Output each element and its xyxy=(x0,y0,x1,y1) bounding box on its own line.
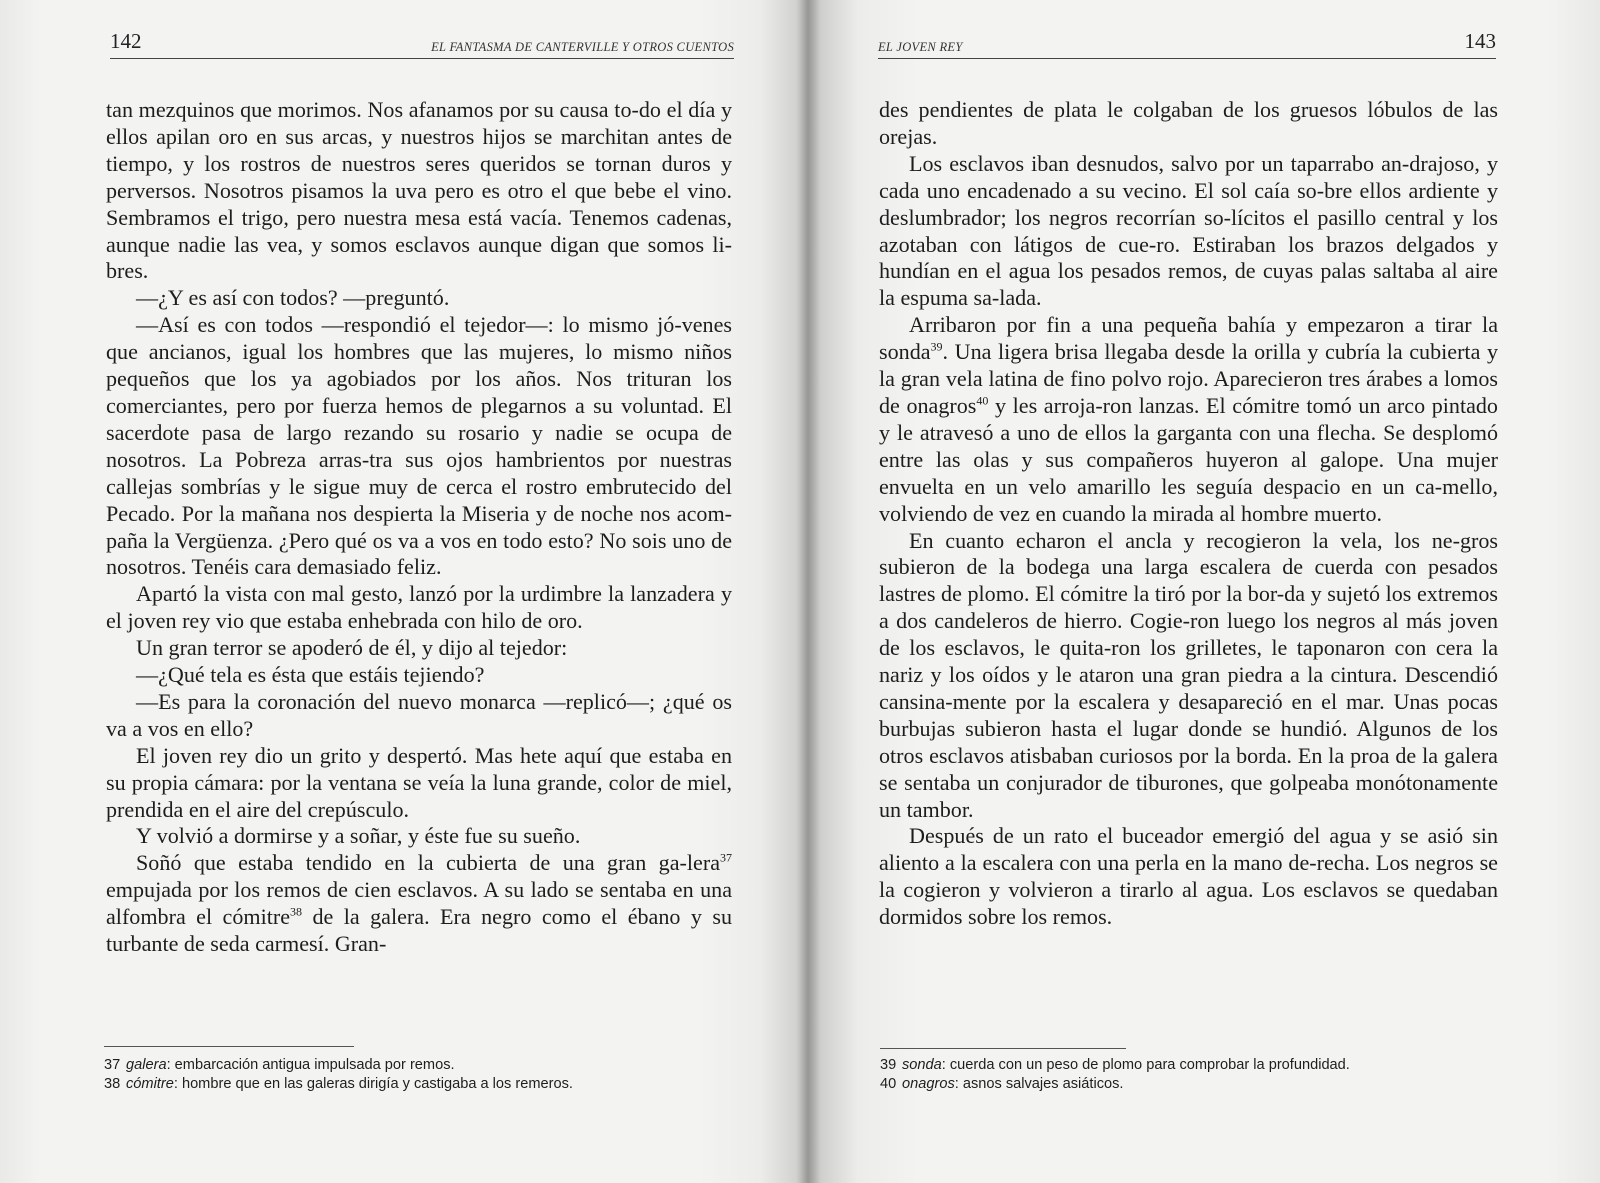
footnotes xyxy=(104,1056,744,1094)
footnote-divider xyxy=(880,1048,1126,1049)
footnote xyxy=(104,1075,744,1094)
paragraph: Un gran terror se apoderó de él, y dijo al tejedor: xyxy=(136,635,568,661)
footnote-text: : hombre que en las galeras dirigía y castigaba a los remeros. xyxy=(173,1076,573,1092)
paragraph: —¿Qué tela es ésta que estáis tejiendo? xyxy=(136,662,485,688)
paragraph: —Es para la coronación del nuevo monarca —replicó—; ¿qué os va a vos en ello? xyxy=(106,688,732,741)
right-page-body xyxy=(879,97,1498,931)
paragraph xyxy=(106,850,732,958)
footnote-number: 39 xyxy=(880,1057,897,1073)
footnotes xyxy=(880,1056,1520,1094)
footnote-text: : asnos salvajes asiáticos. xyxy=(954,1076,1124,1092)
left-page-header xyxy=(110,28,734,59)
right-page-header xyxy=(878,28,1496,59)
paragraph: —¿Y es así con todos? —preguntó. xyxy=(136,285,450,311)
paragraph-text: . Una ligera brisa llegaba desde la orilla y cubría la cubierta y la gran vela latina de fino polvo rojo. Aparecieron tres árabes a lomos de onagros xyxy=(879,339,1498,418)
footnote-divider xyxy=(104,1046,354,1047)
paragraph: Y volvió a dormirse y a soñar, y éste fue su sueño. xyxy=(136,823,581,849)
footnote-ref: 37 xyxy=(720,851,732,866)
paragraph: Después de un rato el buceador emergió del agua y se asió sin aliento a la escalera con una perla en la mano de-recha. Los negros se la cogieron y volvieron a tirarlo al agua. Los esclavos se quedaban dormidos sobre los remos. xyxy=(879,823,1498,930)
paragraph: El joven rey dio un grito y despertó. Mas hete aquí que estaba en su propia cámara: por la ventana se veía la luna grande, color de miel, prendida en el aire del crepúsculo. xyxy=(106,742,732,822)
paragraph: des pendientes de plata le colgaban de los gruesos lóbulos de las orejas. xyxy=(879,97,1498,149)
footnote-ref: 38 xyxy=(290,904,303,919)
footnote-ref: 39 xyxy=(930,339,943,354)
running-title: EL JOVEN REY xyxy=(878,40,963,54)
paragraph xyxy=(879,312,1498,527)
paragraph-text: Soñó que estaba tendido en la cubierta de una gran ga-lera xyxy=(136,850,720,876)
paragraph-text: y les arroja-ron lanzas. El cómitre tomó un arco pintado y le atravesó a uno de ellos la garganta con una flecha. Se desplomó entre las olas y sus compañeros huyeron al galope. Una mujer envuelta en un velo amarillo les seguía despacio en un ca-mello, volviendo de vez en cuando la mirada al hombre muerto. xyxy=(879,392,1498,526)
paragraph: Los esclavos iban desnudos, salvo por un taparrabo an-drajoso, y cada uno encadenado a su vecino. El sol caía so-bre ellos ardiente y deslumbrador; los negros recorrían so-lícitos el pasillo central y los azotaban con látigos de cue-ro. Estiraban los brazos delgados y hundían en el agua los pesados remos, de cuyas palas saltaba al aire la espuma sa-lada. xyxy=(879,150,1498,311)
footnote xyxy=(104,1056,744,1075)
paragraph: En cuanto echaron el ancla y recogieron la vela, los ne-gros subieron de la bodega una larga escalera de cuerda con pesados lastres de plomo. El cómitre la tiró por la bor-da y sujetó los extremos a dos candeleros de hierro. Cogie-ron luego los negros al más joven de los esclavos, le quita-ron los grilletes, le taponaron con cera la nariz y los oídos y le ataron una gran piedra a la cintura. Descendió cansina-mente por la escalera y desapareció en el mar. Unas pocas burbujas subieron hasta el lugar donde se hundió. Algunos de los otros esclavos atisbaban curiosos por la borda. En la proa de la galera se sentaba un conjurador de tiburones, que golpeaba monótonamente un tambor. xyxy=(879,527,1498,822)
footnote xyxy=(880,1056,1520,1075)
paragraph: Apartó la vista con mal gesto, lanzó por la urdimbre la lanzadera y el joven rey vio que estaba enhebrada con hilo de oro. xyxy=(106,581,732,634)
footnote-term: galera xyxy=(126,1057,167,1073)
footnote-term: sonda xyxy=(902,1057,942,1073)
paragraph-text: empujada por los remos de cien esclavos. A su lado se sentaba en una alfombra el cómitre xyxy=(106,877,732,930)
footnote-text: : embarcación antigua impulsada por remos. xyxy=(166,1057,455,1073)
book-gutter xyxy=(796,0,820,1183)
footnote-text: : cuerda con un peso de plomo para comprobar la profundidad. xyxy=(941,1057,1350,1073)
page-number: 142 xyxy=(110,29,142,53)
left-page-body xyxy=(106,97,732,958)
page-number: 143 xyxy=(1464,29,1496,53)
paragraph-text: de la galera. Era negro como el ébano y su turbante de seda carmesí. Gran- xyxy=(106,904,732,957)
paragraph-text: Arribaron por fin a una pequeña bahía y empezaron a tirar la sonda xyxy=(879,312,1498,365)
footnote-number: 38 xyxy=(104,1076,121,1092)
footnote-term: cómitre xyxy=(126,1076,174,1092)
paragraph: —Así es con todos —respondió el tejedor—: lo mismo jó-venes que ancianos, igual los hombres que las mujeres, lo mismo niños pequeños que los ya agobiados por los años. Nos trituran los comerciantes, pero por fuerza hemos de plegarnos a su voluntad. El sacerdote pasa de largo rezando su rosario y nadie se ocupa de nosotros. La Pobreza arras-tra sus ojos hambrientos por nuestras callejas sombrías y le sigue muy de cerca el rostro embrutecido del Pecado. Por la mañana nos despierta la Miseria y de noche nos acom-paña la Vergüenza. ¿Pero qué os va a vos en todo esto? No sois uno de nosotros. Tenéis cara demasiado feliz. xyxy=(106,312,732,580)
running-title: EL FANTASMA DE CANTERVILLE Y OTROS CUENTOS xyxy=(431,40,734,54)
footnote-number: 37 xyxy=(104,1057,121,1073)
footnote xyxy=(880,1075,1520,1094)
footnote-term: onagros xyxy=(902,1076,955,1092)
footnote-ref: 40 xyxy=(976,393,989,408)
right-page xyxy=(808,0,1600,1183)
paragraph: tan mezquinos que morimos. Nos afanamos por su causa to-do el día y ellos apilan oro en sus arcas, y nuestros hijos se marchitan antes de tiempo, y los rostros de nuestros seres queridos se tornan duros y perversos. Nosotros pisamos la uva pero es otro el que bebe el vino. Sembramos el trigo, pero nuestra mesa está vacía. Tenemos cadenas, aunque nadie las vea, y somos esclavos aunque digan que somos li-bres. xyxy=(106,97,732,284)
footnote-number: 40 xyxy=(880,1076,897,1092)
